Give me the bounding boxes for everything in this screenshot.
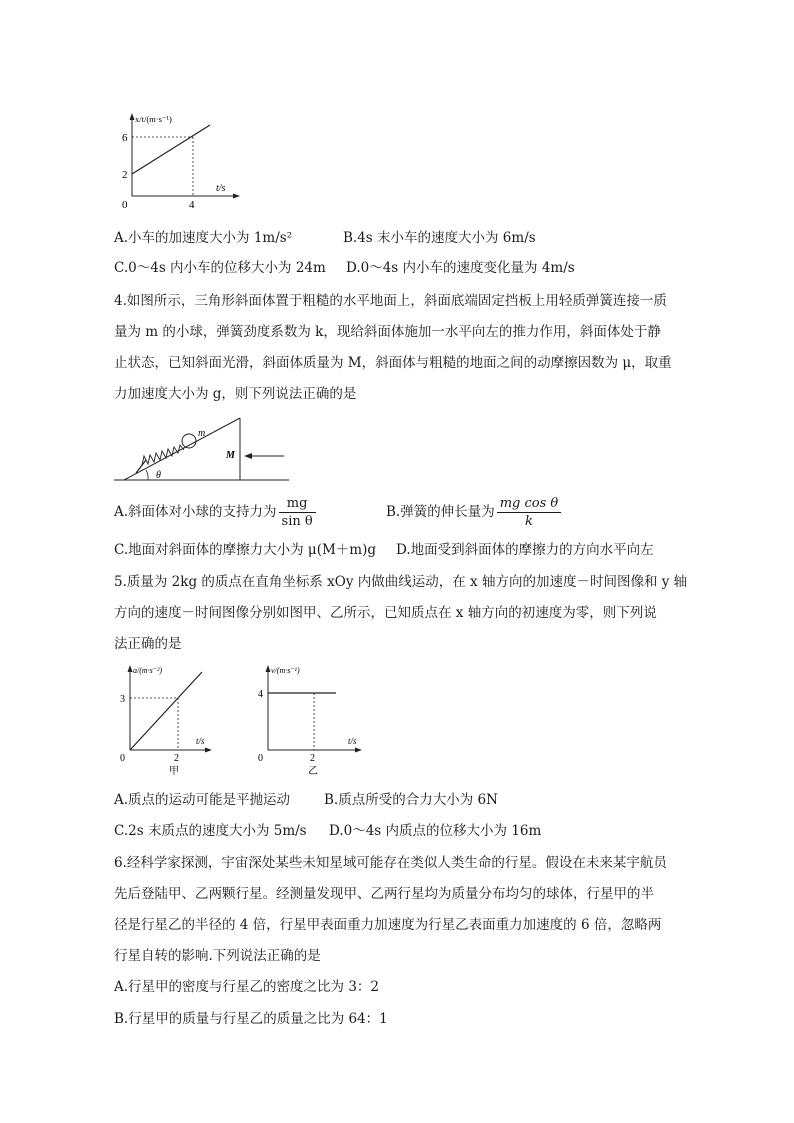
q6-line-1: 6.经科学家探测，宇宙深处某些未知星域可能存在类似人类生命的行星。假设在未来某宇航员	[114, 855, 667, 871]
q4-option-a-text: A.斜面体对小球的支持力为	[114, 504, 277, 520]
q4-line-1: 4.如图所示，三角形斜面体置于粗糙的水平地面上，斜面底端固定挡板上用轻质弹簧连接一质	[114, 293, 667, 309]
q4-theta-label: θ	[156, 470, 161, 481]
q6-line-3: 径是行星乙的半径的 4 倍，行星甲表面重力加速度为行星乙表面重力加速度的 6 倍，忽略两	[114, 917, 662, 933]
q5-b-x-label: t/s	[348, 736, 357, 746]
q6-option-b: B.行星甲的质量与行星乙的质量之比为 64：1	[114, 1011, 388, 1027]
q5-b-caption: 乙	[308, 766, 318, 777]
q4-option-b-text: B.弹簧的伸长量为	[386, 504, 495, 520]
q5-b-origin: 0	[258, 753, 263, 764]
q4-option-b-denominator: k	[525, 513, 533, 529]
q5-a-x-tick: 2	[174, 753, 179, 764]
q3-option-d: D.0～4s 内小车的速度变化量为 4m/s	[346, 260, 575, 276]
q4-figure	[114, 412, 289, 488]
q4-option-b	[386, 493, 561, 531]
q3-option-c: C.0～4s 内小车的位移大小为 24m	[114, 260, 326, 276]
q4-option-a-denominator: sin θ	[281, 513, 313, 529]
q3-y-label: x/t/(m·s⁻¹)	[135, 114, 172, 124]
q3-graph	[112, 108, 242, 213]
q5-a-y-label: a/(m·s⁻²)	[133, 666, 163, 675]
q4-option-b-fraction	[497, 495, 562, 530]
q4-option-b-numerator: mg cos θ	[497, 495, 562, 513]
q4-M-label: M	[226, 450, 235, 461]
q3-x-tick-4: 4	[189, 199, 195, 211]
q5-line-3: 法正确的是	[114, 636, 182, 652]
q3-y-tick-2: 2	[122, 169, 128, 181]
q6-line-4: 行星自转的影响.下列说法正确的是	[114, 948, 321, 964]
q5-option-b: B.质点所受的合力大小为 6N	[324, 792, 498, 808]
q6-line-2: 先后登陆甲、乙两颗行星。经测量发现甲、乙两行星均为质量分布均匀的球体，行星甲的半	[114, 886, 654, 902]
q5-a-origin: 0	[120, 753, 125, 764]
q5-a-y-tick: 3	[120, 694, 125, 705]
q5-b-x-tick: 2	[310, 753, 315, 764]
q5-option-d: D.0～4s 内质点的位移大小为 16m	[329, 823, 542, 839]
q4-option-c: C.地面对斜面体的摩擦力大小为 μ(M＋m)g	[114, 542, 377, 558]
q4-option-a-numerator: mg	[279, 495, 316, 513]
q4-line-2: 量为 m 的小球，弹簧劲度系数为 k，现给斜面体施加一水平向左的推力作用，斜面体处于静	[114, 324, 661, 340]
q5-option-c: C.2s 末质点的速度大小为 5m/s	[114, 823, 307, 839]
q5-a-x-label: t/s	[196, 736, 205, 746]
q6-option-a: A.行星甲的密度与行星乙的密度之比为 3：2	[114, 979, 380, 995]
q5-line-1: 5.质量为 2kg 的质点在直角坐标系 xOy 内做曲线运动，在 x 轴方向的加速度－时间图像和 y 轴	[114, 574, 688, 590]
q5-b-y-tick: 4	[258, 689, 263, 700]
q5-line-2: 方向的速度－时间图像分别如图甲、乙所示，已知质点在 x 轴方向的初速度为零，则下列说	[114, 605, 657, 621]
q3-y-tick-6: 6	[122, 132, 128, 144]
q4-m-label: m	[198, 428, 206, 439]
q4-line-4: 力加速度大小为 g，则下列说法正确的是	[114, 386, 357, 402]
q4-option-a-fraction	[279, 495, 316, 530]
q5-option-a: A.质点的运动可能是平抛运动	[114, 792, 291, 808]
q4-option-d: D.地面受到斜面体的摩擦力的方向水平向左	[396, 542, 654, 558]
q3-option-b: B.4s 末小车的速度大小为 6m/s	[343, 230, 536, 246]
q4-line-3: 止状态，已知斜面光滑，斜面体质量为 M，斜面体与粗糙的地面之间的动摩擦因数为 μ，取重	[114, 355, 672, 371]
q3-origin: 0	[122, 199, 128, 211]
q3-x-label: t/s	[216, 183, 226, 194]
q5-b-y-label: v/(m·s⁻¹)	[271, 666, 300, 675]
q5-a-caption: 甲	[169, 766, 179, 777]
q3-option-a: A.小车的加速度大小为 1m/s²	[114, 230, 293, 246]
q5-graph-a	[114, 660, 214, 778]
q4-option-a	[114, 493, 316, 531]
q5-graph-b	[254, 660, 364, 778]
